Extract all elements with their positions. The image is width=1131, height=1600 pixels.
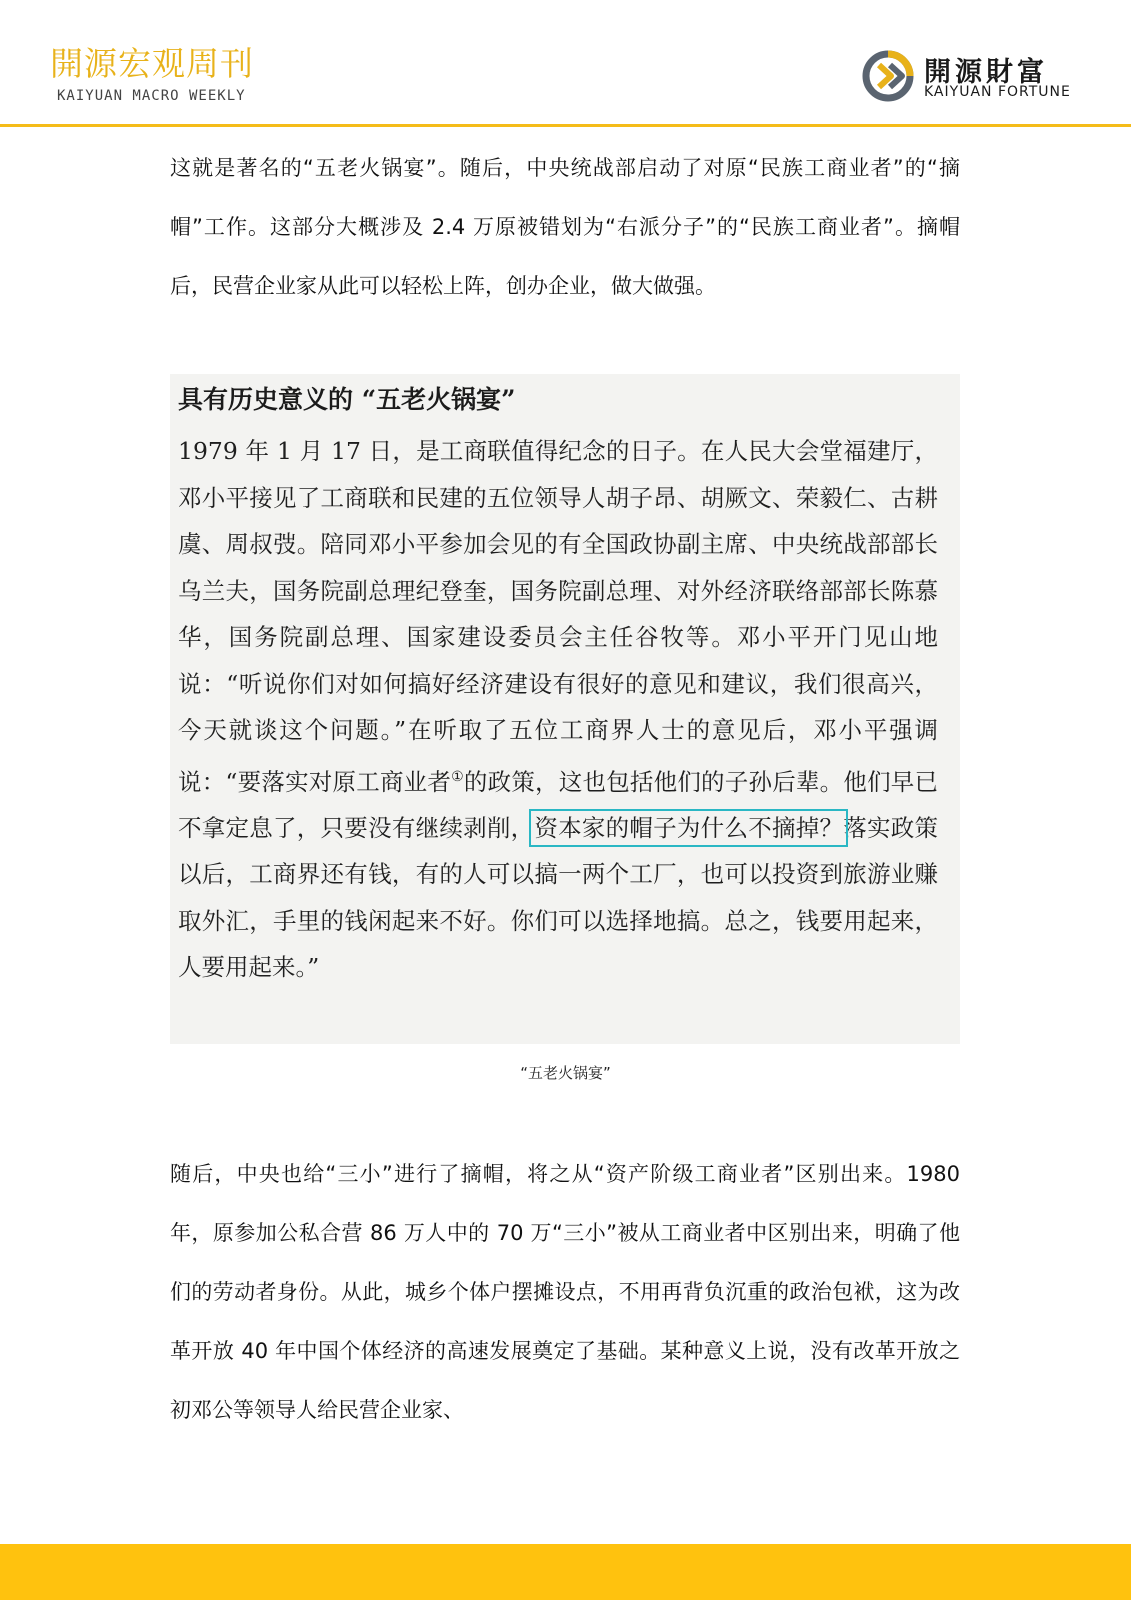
highlighted-quote: 资本家的帽子为什么不摘掉？ bbox=[534, 813, 844, 842]
excerpt-body bbox=[178, 428, 938, 991]
excerpt-heading: 具有历史意义的 “五老火锅宴” bbox=[178, 385, 516, 414]
brand-logo bbox=[862, 48, 1092, 108]
footnote-marker: ① bbox=[451, 768, 464, 785]
kaiyuan-logo-icon bbox=[862, 50, 914, 102]
excerpt-text-part-3: 落实政策以后，工商界还有钱，有的人可以搞一两个工厂，也可以投资到旅游业赚取外汇，手里的钱闲起来不好。你们可以选择地搞。总之，钱要用起来，人要用起来。” bbox=[178, 813, 939, 982]
body-paragraph-1: 这就是著名的“五老火锅宴”。随后，中央统战部启动了对原“民族工商业者”的“摘帽”工作。这部分大概涉及 2.4 万原被错划为“右派分子”的“民族工商业者”。摘帽后，民营企业家从此可以轻松上阵，创办企业，做大做强。 bbox=[170, 156, 960, 298]
logo-english-name: KAIYUAN FORTUNE bbox=[924, 84, 1071, 100]
logo-chinese-name: 開源財富 bbox=[924, 57, 1048, 88]
scanned-book-excerpt bbox=[170, 374, 960, 1044]
excerpt-text-part-2: 的政策，这也包括他们的子孙后辈。他们早已不拿定息了，只要没有继续剥削， bbox=[178, 767, 938, 842]
publication-title: 開源宏观周刊 bbox=[50, 44, 254, 83]
excerpt-text-part-1: 1979 年 1 月 17 日，是工商联值得纪念的日子。在人民大会堂福建厅，邓小平接见了工商联和民建的五位领导人胡子昂、胡厥文、荣毅仁、古耕虞、周叔弢。陪同邓小平参加会见的有全国政协副主席、中央统战部部长乌兰夫，国务院副总理纪登奎，国务院副总理、对外经济联络部部长陈慕华，国务院副总理、国家建设委员会主任谷牧等。邓小平开门见山地说：“听说你们对如何搞好经济建设有很好的意见和建议，我们很高兴，今天就谈这个问题。”在听取了五位工商界人士的意见后，邓小平强调说：“要落实对原工商业者 bbox=[178, 437, 938, 796]
body-paragraph-2: 随后，中央也给“三小”进行了摘帽，将之从“资产阶级工商业者”区别出来。1980 年，原参加公私合营 86 万人中的 70 万“三小”被从工商业者中区别出来，明确了他们的劳动者身份。从此，城乡个体户摆摊设点，不用再背负沉重的政治包袱，这为改革开放 40 年中国个体经济的高速发展奠定了基础。某种意义上说，没有改革开放之初邓公等领导人给民营企业家、 bbox=[170, 1162, 960, 1422]
footer-bar bbox=[0, 1544, 1131, 1600]
figure-caption: “五老火锅宴” bbox=[520, 1064, 611, 1082]
header-divider bbox=[0, 124, 1131, 127]
page-header bbox=[0, 0, 1131, 126]
publication-subtitle: KAIYUAN MACRO WEEKLY bbox=[57, 88, 246, 104]
